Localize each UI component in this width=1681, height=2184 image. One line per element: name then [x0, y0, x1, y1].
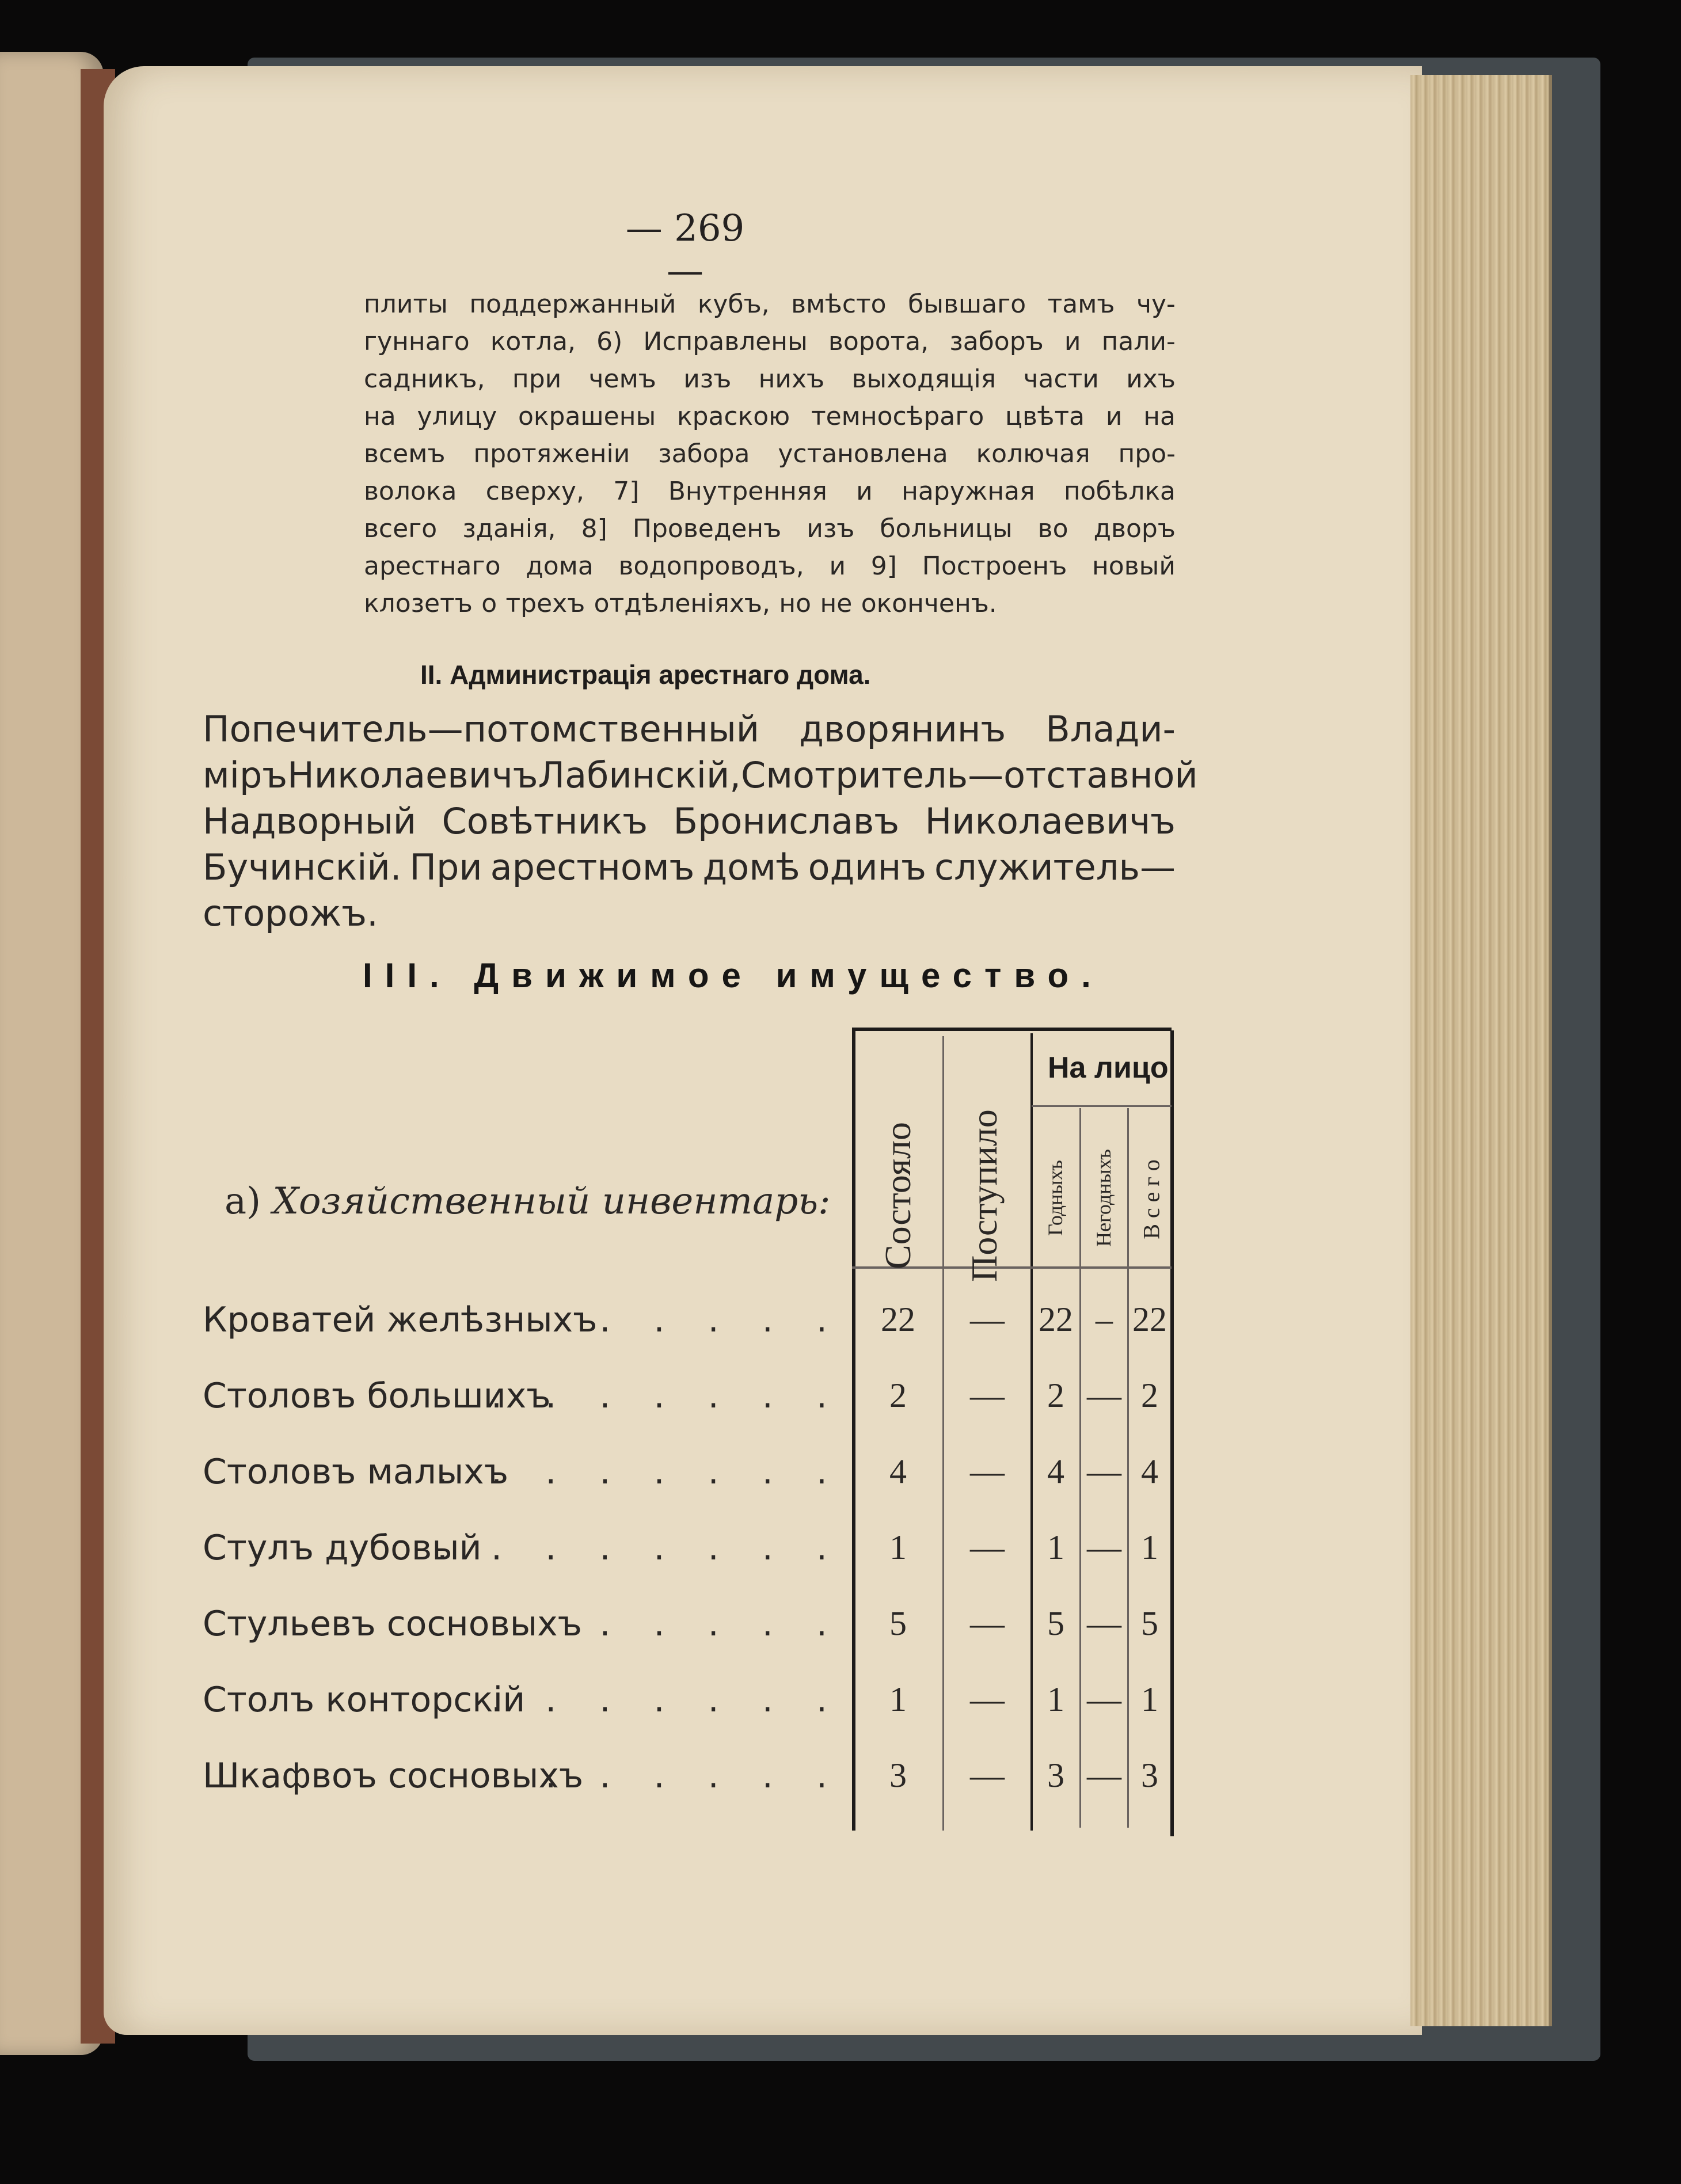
cell-negodnykh: — [1087, 1528, 1121, 1566]
word: оконченъ. [861, 589, 997, 618]
cell-sostoyalo: 22 [881, 1300, 915, 1338]
header-negodnykh: Негодныхъ [1092, 1149, 1115, 1247]
cell-postupilo: — [970, 1756, 1005, 1794]
cell-negodnykh: — [1087, 1680, 1121, 1718]
word: побѣлка [1063, 477, 1176, 506]
table-row-label [203, 1300, 843, 1340]
word: котла, [490, 327, 576, 356]
word: Проведенъ [632, 514, 782, 543]
word: цвѣта [1005, 402, 1085, 431]
word: арестнаго [364, 551, 501, 581]
word: сверху, [485, 477, 584, 506]
word: гуннаго [364, 327, 470, 356]
word: темносѣраго [811, 402, 984, 431]
word: всего [364, 514, 438, 543]
word: одинъ [808, 846, 927, 888]
word: нихъ [758, 364, 825, 394]
word: пали- [1101, 327, 1176, 356]
cell-postupilo: — [970, 1452, 1005, 1490]
paragraph-line [364, 364, 1176, 394]
word: улицу [417, 402, 497, 431]
book-page [104, 66, 1422, 2035]
word: наружная [902, 477, 1035, 506]
cell-sostoyalo: 2 [889, 1376, 907, 1414]
word: колючая [976, 439, 1090, 469]
word: на [1143, 402, 1176, 431]
word: 6) [596, 327, 623, 356]
paragraph-line [364, 477, 1176, 506]
word: кубъ, [697, 290, 770, 319]
table-rule-left [852, 1028, 855, 1831]
word: трехъ [505, 589, 585, 618]
word: дворъ [1093, 514, 1176, 543]
word: вмѣсто [791, 290, 887, 319]
leader-dots: . . . . . [599, 1604, 843, 1644]
word: Надворный [203, 800, 417, 842]
word: и [856, 477, 873, 506]
cell-godnykh: 1 [1047, 1680, 1064, 1718]
paragraph-line [364, 402, 1176, 431]
table-rule-col4 [1079, 1108, 1081, 1828]
word: міръ [203, 754, 288, 796]
cell-vsego: 1 [1141, 1680, 1158, 1718]
item-name: Стульевъ сосновыхъ [203, 1604, 583, 1644]
word: на [364, 402, 396, 431]
word: и [1064, 327, 1081, 356]
cell-postupilo: — [970, 1528, 1005, 1566]
word: заборъ [949, 327, 1044, 356]
word: Смотритель—отставной [740, 754, 1198, 796]
cell-sostoyalo: 3 [889, 1756, 907, 1794]
word: окрашены [518, 402, 656, 431]
cell-postupilo: — [970, 1300, 1005, 1338]
page-number: — 269 — [625, 207, 745, 292]
word: дворянинъ [799, 708, 1006, 750]
word: протяженіи [473, 439, 630, 469]
item-name: Столъ конторскій [203, 1680, 526, 1720]
header-postupilo: Поступило [964, 1109, 1005, 1282]
word: изъ [807, 514, 855, 543]
table-row-label [203, 1756, 843, 1796]
inventory-subheading-prefix: а) [225, 1180, 261, 1223]
inventory-subheading-title: Хозяйственный инвентарь: [272, 1180, 831, 1223]
word: краскою [677, 402, 790, 431]
word: арестномъ [490, 846, 695, 888]
section-heading-property: III. Движимое имущество. [363, 956, 1104, 995]
cell-postupilo: — [970, 1680, 1005, 1718]
word: дома [526, 551, 594, 581]
cell-godnykh: 5 [1047, 1604, 1064, 1642]
word: изъ [683, 364, 732, 394]
inventory-subheading [225, 1180, 831, 1223]
leader-dots: . . . . . . . [491, 1376, 843, 1416]
word: клозетъ [364, 589, 473, 618]
word: сторожъ. [203, 892, 378, 934]
cell-godnykh: 1 [1047, 1528, 1064, 1566]
word: выходящія [851, 364, 997, 394]
cell-godnykh: 22 [1039, 1300, 1073, 1338]
cell-negodnykh: — [1087, 1604, 1121, 1642]
section-heading-administration: II. Администрація арестнаго дома. [420, 660, 871, 690]
table-rule-col3 [1030, 1033, 1033, 1831]
word: служитель— [934, 846, 1176, 888]
table-row-label [203, 1452, 843, 1492]
cell-vsego: 4 [1141, 1452, 1158, 1490]
word: новый [1092, 551, 1176, 581]
leader-dots: . . . . . . . . [436, 1452, 843, 1492]
header-godnykh: Годныхъ [1044, 1160, 1067, 1236]
word: отдѣленіяхъ, [594, 589, 770, 618]
word: при [512, 364, 562, 394]
table-rule-top [852, 1028, 1172, 1031]
table-row-label [203, 1604, 843, 1644]
word: ихъ [1126, 364, 1176, 394]
cell-negodnykh: – [1096, 1300, 1113, 1338]
leader-dots: . . . . . [599, 1300, 843, 1340]
paragraph-line [203, 708, 1176, 750]
item-name: Шкафвоъ сосновыхъ [203, 1756, 584, 1796]
word: При [409, 846, 482, 888]
paragraph-line [203, 800, 1176, 842]
word: установлена [778, 439, 948, 469]
cell-sostoyalo: 5 [889, 1604, 907, 1642]
cell-vsego: 1 [1141, 1528, 1158, 1566]
word: и [1105, 402, 1123, 431]
word: части [1023, 364, 1099, 394]
word: забора [658, 439, 750, 469]
cell-godnykh: 4 [1047, 1452, 1064, 1490]
word: Исправлены [643, 327, 808, 356]
page-edges [1410, 75, 1552, 2026]
cell-godnykh: 3 [1047, 1756, 1064, 1794]
item-name: Стулъ дубовый [203, 1528, 482, 1568]
cell-godnykh: 2 [1047, 1376, 1064, 1414]
word: 9] [870, 551, 897, 581]
word: Николаевичъ [287, 754, 538, 796]
paragraph-line [364, 589, 1176, 618]
word: 7] [613, 477, 640, 506]
table-rule-col2 [942, 1036, 944, 1831]
paragraph-line [203, 892, 1176, 934]
word: плиты [364, 290, 448, 319]
word: и [829, 551, 846, 581]
word: ворота, [828, 327, 929, 356]
cell-sostoyalo: 1 [889, 1680, 907, 1718]
word: но [779, 589, 812, 618]
word: всемъ [364, 439, 446, 469]
word: садникъ, [364, 364, 485, 394]
cell-postupilo: — [970, 1376, 1005, 1414]
word: Брониславъ [673, 800, 900, 842]
word: во [1037, 514, 1068, 543]
table-rule-col5 [1127, 1108, 1129, 1828]
cell-vsego: 5 [1141, 1604, 1158, 1642]
paragraph-line [364, 514, 1176, 543]
paragraph-line [364, 327, 1176, 356]
paragraph-line [364, 439, 1176, 469]
leader-dots: . . . . . . . . [436, 1528, 843, 1568]
word: Попечитель—потомственный [203, 708, 760, 750]
item-name: Кроватей желѣзныхъ [203, 1300, 598, 1340]
paragraph-line [203, 846, 1176, 888]
item-name: Столовъ малыхъ [203, 1452, 509, 1492]
table-rule-right [1170, 1030, 1174, 1836]
cell-sostoyalo: 1 [889, 1528, 907, 1566]
word: про- [1118, 439, 1176, 469]
word: Влади- [1045, 708, 1176, 750]
paragraph-line [364, 290, 1176, 319]
word: бывшаго [908, 290, 1026, 319]
cell-negodnykh: — [1087, 1756, 1121, 1794]
word: Совѣтникъ [442, 800, 648, 842]
word: чемъ [588, 364, 656, 394]
paragraph-line [364, 551, 1176, 581]
leader-dots: . . . . . . [545, 1756, 843, 1796]
cell-vsego: 22 [1132, 1300, 1167, 1338]
cell-sostoyalo: 4 [889, 1452, 907, 1490]
paragraph-line [203, 754, 1198, 796]
word: 8] [581, 514, 607, 543]
cell-postupilo: — [970, 1604, 1005, 1642]
word: Лабинскій, [538, 754, 741, 796]
word: водопроводъ, [618, 551, 804, 581]
word: тамъ [1047, 290, 1115, 319]
header-sostoyalo: Состояло [877, 1122, 918, 1269]
leader-dots: . . . . . . . [491, 1680, 843, 1720]
cell-vsego: 3 [1141, 1756, 1158, 1794]
table-row-label [203, 1680, 843, 1720]
table-row-label [203, 1376, 843, 1416]
word: больницы [880, 514, 1013, 543]
cell-negodnykh: — [1087, 1452, 1121, 1490]
word: поддержанный [469, 290, 676, 319]
table-row-label [203, 1528, 843, 1568]
word: зданія, [462, 514, 556, 543]
word: домѣ [702, 846, 800, 888]
cell-negodnykh: — [1087, 1376, 1121, 1414]
header-vsego: В с е г о [1138, 1159, 1165, 1239]
word: Построенъ [922, 551, 1067, 581]
table-rule-nalitsu [1032, 1105, 1172, 1107]
word: чу- [1136, 290, 1176, 319]
word: о [481, 589, 497, 618]
item-name: Столовъ большихъ [203, 1376, 551, 1416]
word: Внутренняя [668, 477, 827, 506]
word: не [820, 589, 853, 618]
word: волока [364, 477, 457, 506]
word: Николаевичъ [925, 800, 1176, 842]
word: Бучинскій. [203, 846, 402, 888]
header-na-litsu: На лицо [1048, 1051, 1169, 1085]
cell-vsego: 2 [1141, 1376, 1158, 1414]
